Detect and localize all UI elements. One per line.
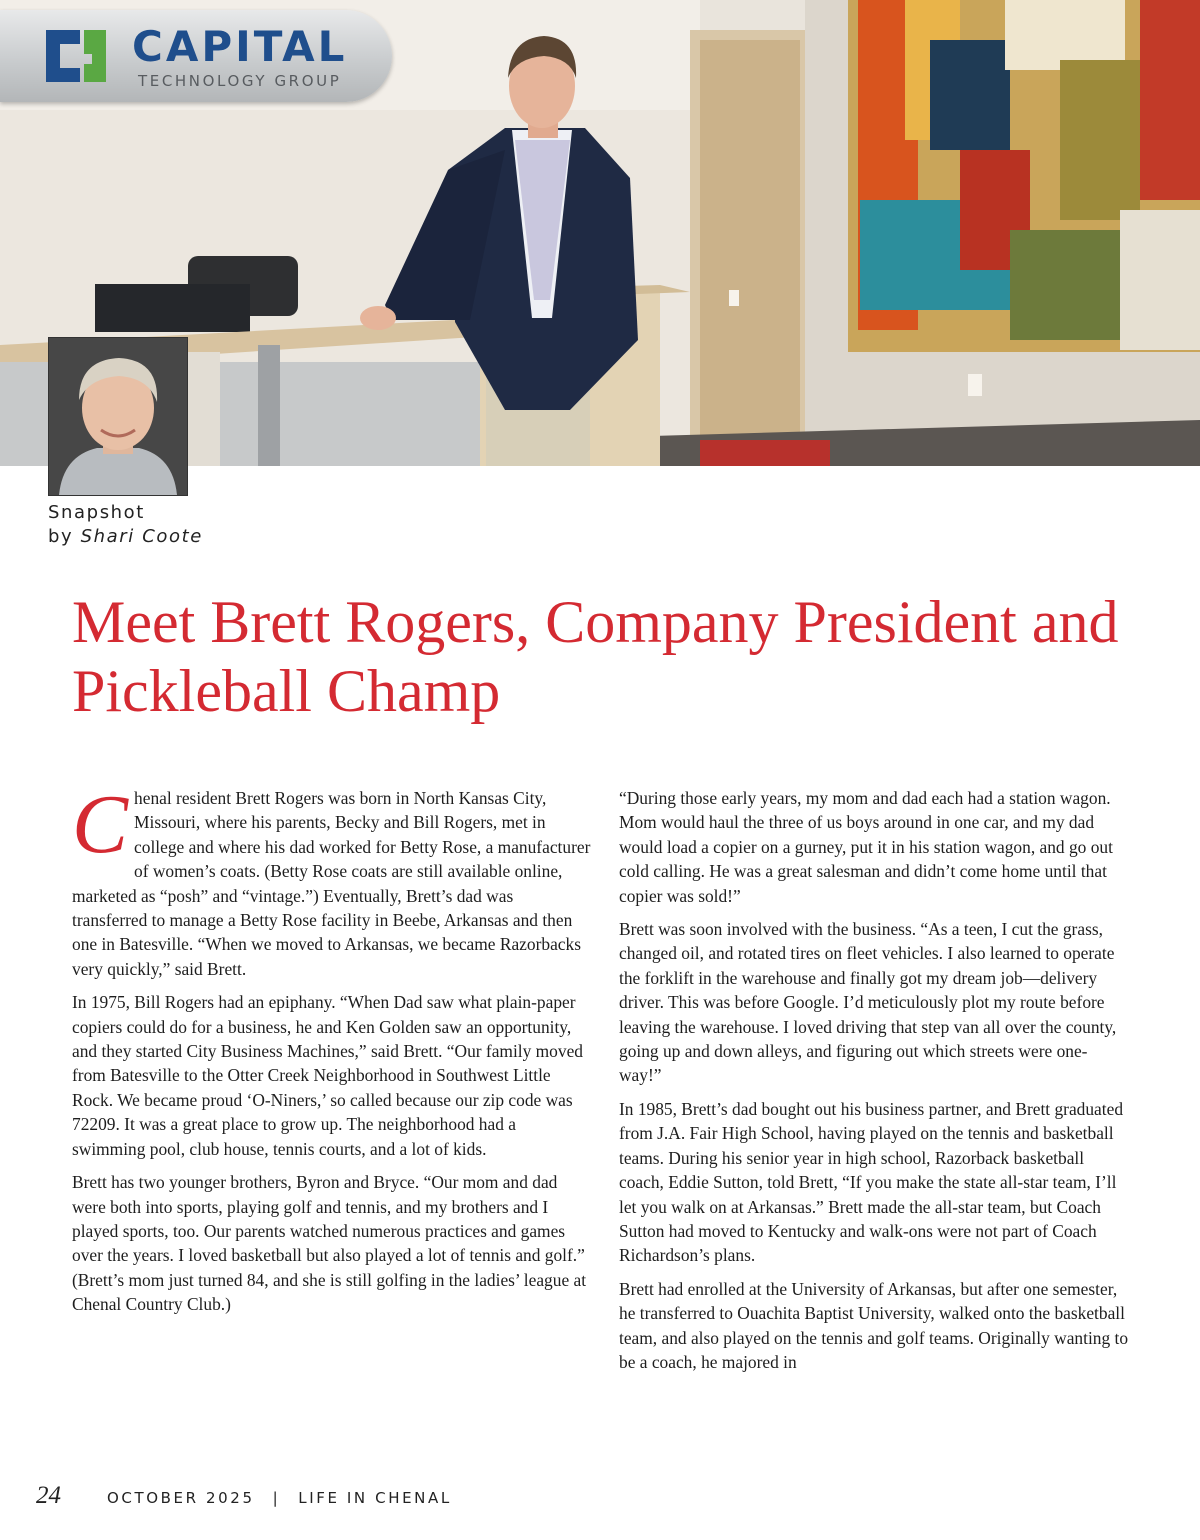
company-sign [0, 10, 392, 102]
author-headshot [48, 337, 188, 496]
page-number: 24 [36, 1482, 61, 1509]
column-name: Snapshot [48, 502, 145, 523]
page-footer [107, 1489, 452, 1507]
author-credit [48, 525, 203, 549]
column-byline [48, 501, 203, 549]
paragraph-text: henal resident Brett Rogers was born in North Kansas City, Missouri, where his parents, Becky and Bill Rogers, met in college and where his dad worked for Betty Rose, a manufacturer of women’s coats. (Betty Rose coats are still available online, marketed as “posh” and “vintage.”) Eventually, Brett’s dad was transferred to manage a Betty Rose facility in Beebe, Arkansas and then one in Batesville. “When we moved to Arkansas, we became Razorbacks very quickly,” said Brett. [72, 788, 591, 979]
author-name: Shari Coote [80, 526, 203, 547]
article-column-right [619, 786, 1129, 1383]
article-title: Meet Brett Rogers, Company President and Pickleball Champ [72, 589, 1119, 724]
capital-logo-icon [40, 24, 112, 88]
paragraph: “During those early years, my mom and dad each had a station wagon. Mom would haul the three of us boys around in one car, and my dad would load a copier on a gurney, put it in his station wagon, and go out cold calling. He was a great salesman and didn’t come home until that copier was sold!” [619, 788, 1113, 906]
paragraph [72, 778, 592, 981]
logo-wordmark: CAPITAL [132, 22, 348, 71]
footer-separator: | [272, 1489, 281, 1507]
paragraph: Brett was soon involved with the business. “As a teen, I cut the grass, changed oil, and rotated tires on fleet vehicles. I also learned to operate the forklift in the warehouse and finally got my dream job—delivery driver. This was before Google. I’d meticulously plot my route before leaving the warehouse. I loved driving that step van all over the county, going up and down alleys, and figuring out which streets were one-way!” [619, 919, 1117, 1086]
article-column-left [72, 778, 592, 1326]
paragraph: In 1975, Bill Rogers had an epiphany. “When Dad saw what plain-paper copiers could do for a business, he and Ken Golden saw an opportunity, and they started City Business Machines,” said Brett. “Our family moved from Batesville to the Otter Creek Neighborhood in Southwest Little Rock. We became proud ‘O-Niners,’ so called because our zip code was 72209. It was a great place to grow up. The neighborhood had a swimming pool, club house, tennis courts, and a lot of kids. [72, 992, 583, 1159]
paragraph: Brett has two younger brothers, Byron and Bryce. “Our mom and dad were both into sports, playing golf and tennis, and my brothers and I played sports, too. Our parents watched numerous practices and games over the years. I loved basketball but also played a lot of tennis and golf.” (Brett’s mom just turned 84, and she is still golfing in the ladies’ league at Chenal Country Club.) [72, 1172, 587, 1315]
paragraph: Brett had enrolled at the University of Arkansas, but after one semester, he transferred to Ouachita Baptist University, walked onto the basketball team, and also played on the tennis and golf teams. Originally wanting to be a coach, he majored in [619, 1278, 1129, 1372]
paragraph: In 1985, Brett’s dad bought out his business partner, and Brett graduated from J.A. Fair High School, having played on the tennis and basketball teams. During his senior year in high school, Razorback basketball coach, Eddie Sutton, told Brett, “If you make the state all-star team, I’ll let you walk on at Arkansas.” Brett made the all-star team, but Coach Sutton had moved to Kentucky and walk-ons were not part of Coach Richardson’s plans. [619, 1098, 1124, 1266]
publication-name: LIFE IN CHENAL [298, 1489, 452, 1507]
byline-prefix: by [48, 526, 74, 547]
drop-cap: C [72, 778, 129, 871]
logo-subtitle: TECHNOLOGY GROUP [138, 72, 342, 90]
issue-date: OCTOBER 2025 [107, 1489, 255, 1507]
author-portrait-illustration [49, 338, 187, 495]
